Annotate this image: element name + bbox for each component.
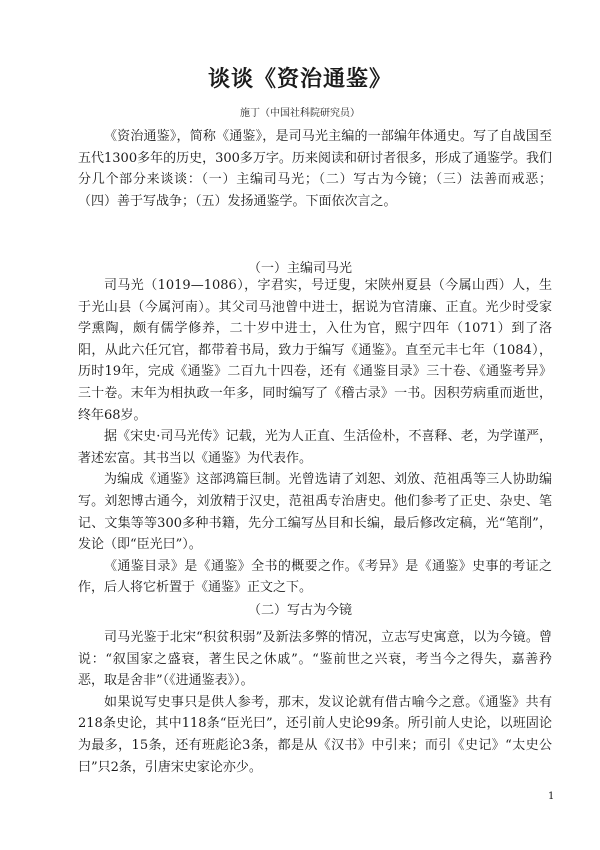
paragraph: 《通鉴目录》是《通鉴》全书的概要之作。《考异》是《通鉴》史事的考证之作，后人将它析置于《通鉴》正文之下。 (78, 558, 552, 596)
paragraph: 据《宋史·司马光传》记载，光为人正直、生活俭朴，不喜释、老，为学谨严，著述宏富。其书当以《通鉴》为代表作。 (78, 429, 552, 466)
paragraph: 为编成《通鉴》这部鸿篇巨制。光曾选请了刘恕、刘攽、范祖禹等三人协助编写。刘恕博古通今，刘攽精于汉史，范祖禹专治唐史。他们参考了正史、杂史、笔记、文集等等300多种书籍，先分工编写丛目和长编，最后修改定稿，光“笔削”，发论（即“臣光曰”）。 (78, 472, 552, 553)
section-mirror-body (78, 627, 552, 778)
paragraph: 司马光鉴于北宋“积贫积弱”及新法多弊的情况，立志写史寓意，以为今镜。曾说：“叙国家之盛衰，著生民之休戚”。“鉴前世之兴衰，考当今之得失，嘉善矜恶，取是舍非”（《进通鉴表》）。 (78, 630, 552, 689)
paragraph: 如果说写史事只是供人参考，那末，发议论就有借古喻今之意。《通鉴》共有218条史论，其中118条“臣光曰”，还引前人史论99条。所引前人史论，以班固论为最多，15条，还有班彪论3条，都是从《汉书》中引来；而引《史记》“太史公曰”只2条，引唐宋史家论亦少。 (78, 694, 552, 775)
section-heading-mirror: （二）写古为今镜 (247, 603, 352, 618)
section-editor-body (78, 275, 552, 599)
section-heading-editor: （一）主编司马光 (247, 261, 352, 276)
paragraph: 司马光（1019—1086），字君实，号迂叟，宋陕州夏县（今属山西）人，生于光山县（今属河南）。其父司马池曾中进士，据说为官清廉、正直。光少时受家学熏陶，颇有儒学修养，二十岁中进士，入仕为官，熙宁四年（1071）到了洛阳，从此六任冗官，都带着书局，致力于编写《通鉴》。直至元丰七年（1084），历时19年，完成《通鉴》二百九十四卷，还有《通鉴目录》三十卷、《通鉴考异》三十卷。末年为相执政一年多，同时编写了《稽古录》一书。因积劳病重而逝世，终年68岁。 (78, 278, 552, 423)
article-title: 谈谈《资治通鉴》 (207, 66, 392, 92)
intro-paragraph: 《资治通鉴》，简称《通鉴》，是司马光主编的一部编年体通史。写了自战国至五代1300多年的历史，300多万字。历来阅读和研讨者很多，形成了通鉴学。我们分几个部分来谈谈：（一）主编司马光；（二）写古为今镜；（三）法善而戒恶；（四）善于写战争；（五）发扬通鉴学。下面依次言之。 (78, 129, 552, 209)
page-number: 1 (548, 791, 555, 802)
article-author: 施丁（中国社科院研究员） (240, 108, 360, 119)
intro-section (78, 126, 552, 212)
